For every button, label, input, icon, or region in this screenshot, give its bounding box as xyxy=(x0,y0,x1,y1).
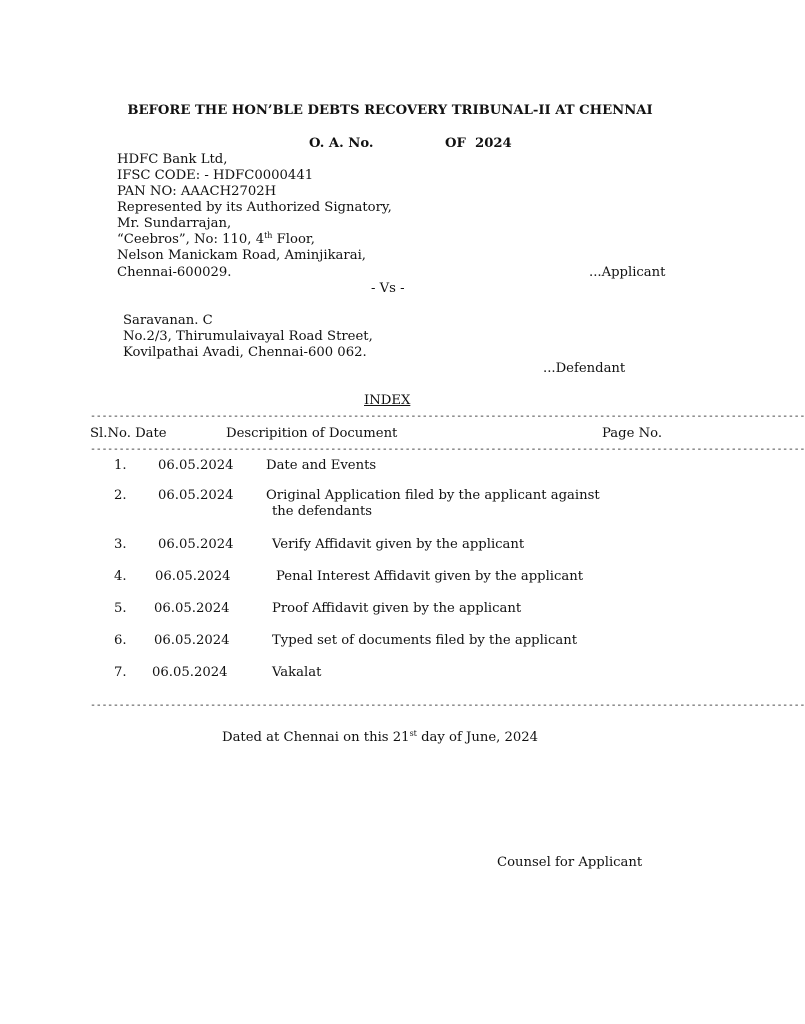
row-description: Original Application filed by the applicant against xyxy=(266,488,600,503)
applicant-line: PAN NO: AAACH2702H xyxy=(117,184,277,199)
row-description: Penal Interest Affidavit given by the applicant xyxy=(276,569,584,584)
row-date: 06.05.2024 xyxy=(154,601,230,616)
defendant-role: ...Defendant xyxy=(543,361,626,376)
index-heading: INDEX xyxy=(364,393,411,408)
oa-year: OF 2024 xyxy=(445,136,512,151)
defendant-line: Saravanan. C xyxy=(123,313,213,328)
applicant-role: ...Applicant xyxy=(589,265,666,280)
row-description: Proof Affidavit given by the applicant xyxy=(272,601,522,616)
applicant-line: Nelson Manickam Road, Aminjikarai, xyxy=(117,248,366,263)
address-text: Floor, xyxy=(272,232,315,247)
row-description: Typed set of documents filed by the applicant xyxy=(272,633,578,648)
row-number: 5. xyxy=(114,601,127,616)
row-date: 06.05.2024 xyxy=(158,537,234,552)
applicant-line: Chennai-600029. xyxy=(117,265,232,280)
applicant-line: Mr. Sundarrajan, xyxy=(117,216,232,231)
row-number: 1. xyxy=(114,458,127,473)
row-date: 06.05.2024 xyxy=(152,665,228,680)
row-description: Date and Events xyxy=(266,458,377,473)
versus: - Vs - xyxy=(371,281,405,296)
floor-superscript: th xyxy=(264,231,273,240)
row-number: 6. xyxy=(114,633,127,648)
document-title: BEFORE THE HON’BLE DEBTS RECOVERY TRIBUNAL-II AT CHENNAI xyxy=(127,103,653,118)
column-header-description: Descripition of Document xyxy=(226,426,398,441)
row-date: 06.05.2024 xyxy=(158,488,234,503)
dated-text: day of June, 2024 xyxy=(416,730,539,745)
row-number: 3. xyxy=(114,537,127,552)
dated-text: Dated at Chennai on this 21 xyxy=(222,730,410,745)
column-header-slno-date: Sl.No. Date xyxy=(90,426,167,441)
row-description: Verify Affidavit given by the applicant xyxy=(272,537,525,552)
oa-number-label: O. A. No. xyxy=(309,136,374,151)
row-number: 4. xyxy=(114,569,127,584)
dated-line xyxy=(222,730,538,746)
defendant-line: Kovilpathai Avadi, Chennai-600 062. xyxy=(123,345,367,360)
address-text: “Ceebros”, No: 110, 4 xyxy=(117,232,265,247)
row-number: 2. xyxy=(114,488,127,503)
divider: ----------------------------------------------------------------------------------------------------------------------------- xyxy=(90,444,805,455)
defendant-line: No.2/3, Thirumulaivayal Road Street, xyxy=(123,329,373,344)
column-header-page: Page No. xyxy=(602,426,663,441)
signature-label: Counsel for Applicant xyxy=(497,855,643,870)
row-description-continued: the defendants xyxy=(272,504,373,519)
applicant-line: Represented by its Authorized Signatory, xyxy=(117,200,392,215)
divider: ----------------------------------------------------------------------------------------------------------------------------- xyxy=(90,700,805,711)
row-number: 7. xyxy=(114,665,127,680)
date-superscript: st xyxy=(409,729,417,738)
applicant-line: IFSC CODE: - HDFC0000441 xyxy=(117,168,314,183)
row-date: 06.05.2024 xyxy=(158,458,234,473)
row-date: 06.05.2024 xyxy=(154,633,230,648)
divider: ----------------------------------------------------------------------------------------------------------------------------- xyxy=(90,411,805,422)
applicant-address-line xyxy=(117,232,315,248)
row-description: Vakalat xyxy=(272,665,322,680)
row-date: 06.05.2024 xyxy=(155,569,231,584)
applicant-line: HDFC Bank Ltd, xyxy=(117,152,228,167)
